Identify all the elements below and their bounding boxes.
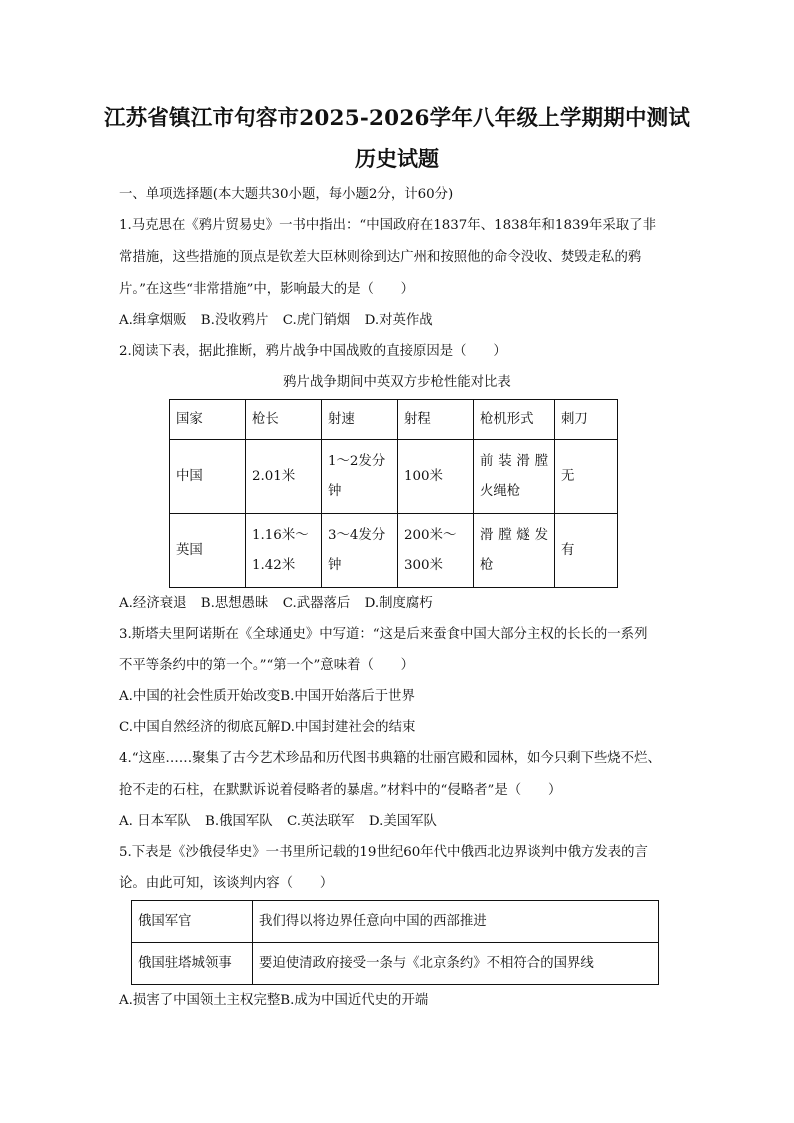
q3-stem-line2: 不平等条约中的第一个。”“第一个”意味着（ ） [119,658,415,673]
cell-mechanism-line2: 枪 [480,557,494,573]
q2-option-d: D.制度腐朽 [364,596,433,611]
q3-stem-line1: 3.斯塔夫里阿诺斯在《全球通史》中写道：“这是后来蚕食中国大部分主权的长长的一系列 [119,627,648,642]
q4-option-b: B.俄国军队 [205,814,273,829]
table-row [132,943,659,985]
header-bayonet: 刺刀 [555,400,618,440]
q5-stem-line2: 论。由此可知，该谈判内容（ ） [119,876,334,891]
q2-stem: 2.阅读下表，据此推断，鸦片战争中国战败的直接原因是（ ） [119,344,507,359]
q1-stem-line2: 常措施，这些措施的顶点是钦差大臣林则徐到达广州和按照他的命令没收、焚毁走私的鸦 [119,250,642,265]
q5-options-line1: A.损害了中国领土主权完整B.成为中国近代史的开端 [119,993,429,1008]
cell-quote: 要迫使清政府接受一条与《北京条约》不相符合的国界线 [253,943,659,985]
q4-stem-line1: 4.“这座……聚集了古今艺术珍品和历代图书典籍的壮丽宫殿和园林，如今只剩下些烧不烂、 [119,751,661,766]
header-range: 射程 [398,400,474,440]
cell-speaker: 俄国军官 [132,901,253,943]
q1-option-a: A.缉拿烟贩 [119,313,187,328]
q4-option-d: D.美国军队 [368,814,437,829]
cell-country: 英国 [170,514,246,588]
cell-length-line1: 1.16米～ [252,527,309,543]
cell-speaker: 俄国驻塔城领事 [132,943,253,985]
q1-stem-line3: 片。”在这些“非常措施”中，影响最大的是（ ） [119,282,415,297]
q1-option-c: C.虎门销烟 [282,313,351,328]
q4-stem-line2: 抢不走的石柱，在默默诉说着侵略者的暴虐。”材料中的“侵略者”是（ ） [119,783,562,798]
table-header-row [170,400,618,440]
exam-title: 江苏省镇江市句容市2025-2026学年八年级上学期期中测试 [103,106,691,131]
cell-rate-line2: 钟 [328,483,342,499]
q3-options-line1: A.中国的社会性质开始改变B.中国开始落后于世界 [119,689,415,704]
cell-mechanism [474,440,555,514]
q1-options [119,311,689,331]
cell-quote: 我们得以将边界任意向中国的西部推进 [253,901,659,943]
q5-stem-line1: 5.下表是《沙俄侵华史》一书里所记载的19世纪60年代中俄西北边界谈判中俄方发表的言 [119,845,648,860]
section-heading: 一、单项选择题(本大题共30小题，每小题2分，计60分) [119,187,454,202]
q4-option-c: C.英法联军 [286,814,355,829]
table-row [132,901,659,943]
q1-option-d: D.对英作战 [364,313,433,328]
q2-option-a: A.经济衰退 [119,596,187,611]
header-rate: 射速 [322,400,398,440]
header-length: 枪长 [246,400,322,440]
cell-range-line1: 200米～ [404,527,457,543]
cell-rate [322,440,398,514]
cell-bayonet: 有 [555,514,618,588]
header-mechanism: 枪机形式 [474,400,555,440]
cell-rate [322,514,398,588]
q2-option-c: C.武器落后 [282,596,351,611]
cell-rate-line2: 钟 [328,557,342,573]
q3-options-line2: C.中国自然经济的彻底瓦解D.中国封建社会的结束 [119,720,416,735]
cell-range: 100米 [398,440,474,514]
rifle-comparison-table [169,399,618,588]
cell-rate-line1: 3～4发分 [328,527,386,543]
cell-country: 中国 [170,440,246,514]
cell-mechanism-line1: 前装滑膛 [480,453,548,469]
cell-rate-line1: 1～2发分 [328,453,386,469]
cell-length: 2.01米 [246,440,322,514]
table-row [170,440,618,514]
q4-option-a: A. 日本军队 [119,814,191,829]
q2-option-b: B.思想愚昧 [200,596,269,611]
exam-subject: 历史试题 [355,146,439,171]
cell-length-line2: 1.42米 [252,557,296,573]
cell-mechanism-line2: 火绳枪 [480,483,521,499]
negotiation-remarks-table [131,900,659,985]
cell-bayonet: 无 [555,440,618,514]
cell-mechanism-line1: 滑膛燧发 [480,527,548,543]
table-row [170,514,618,588]
q1-stem-line1: 1.马克思在《鸦片贸易史》一书中指出：“中国政府在1837年、1838年和1839年采取了非 [119,218,656,233]
cell-mechanism [474,514,555,588]
cell-length [246,514,322,588]
header-country: 国家 [170,400,246,440]
cell-range [398,514,474,588]
q1-option-b: B.没收鸦片 [200,313,269,328]
q2-table-caption: 鸦片战争期间中英双方步枪性能对比表 [283,375,511,390]
cell-range-line2: 300米 [404,557,443,573]
q4-options [119,812,689,832]
q2-options [119,594,689,614]
